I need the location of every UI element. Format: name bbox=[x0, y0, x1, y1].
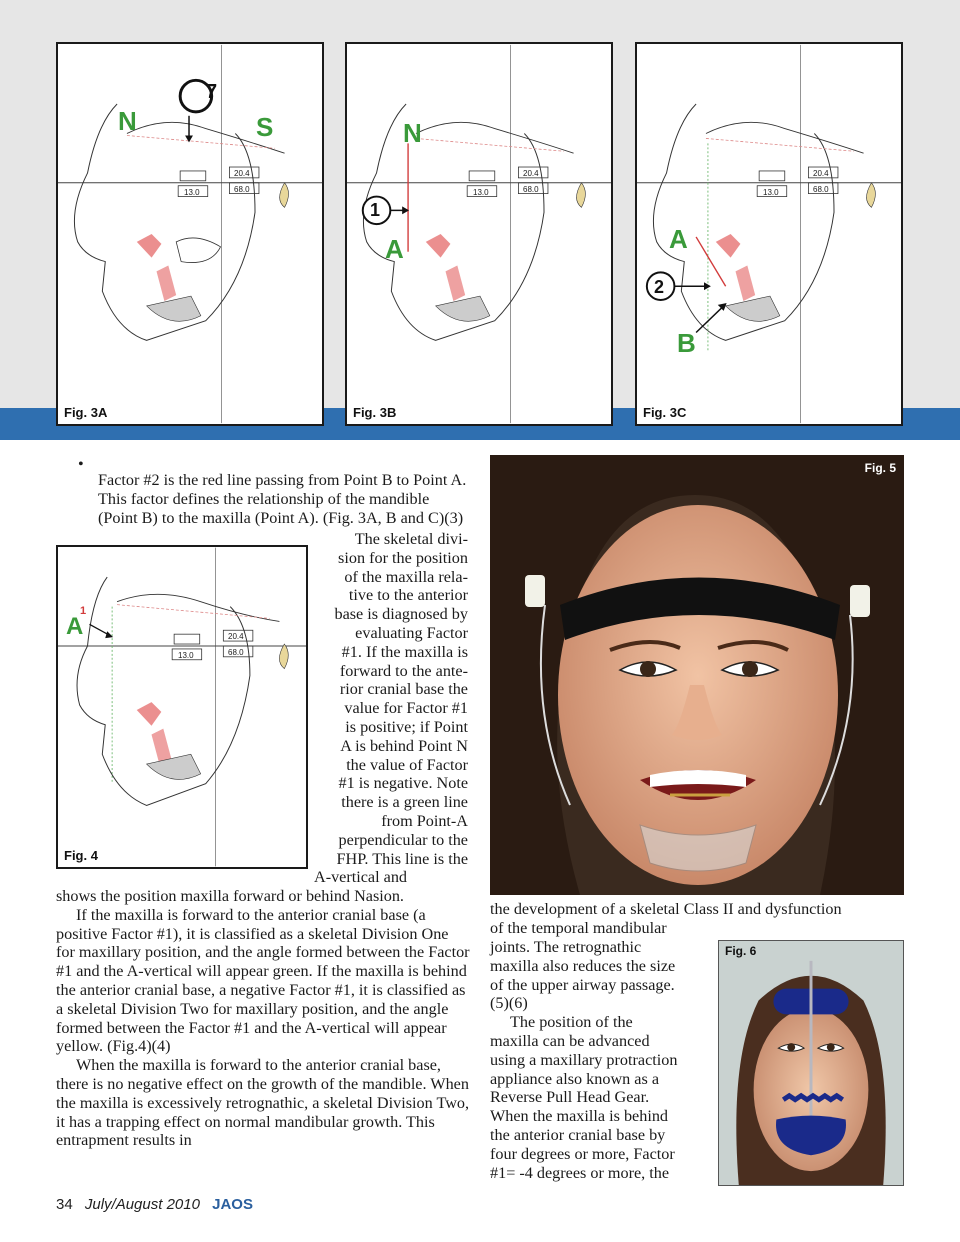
text-line: joints. The retrognathic bbox=[490, 938, 642, 956]
ceph-tracing-3a bbox=[58, 44, 322, 424]
text-line: The skeletal divi- bbox=[354, 530, 468, 548]
point-n-label: N bbox=[403, 118, 422, 148]
page-footer bbox=[56, 1196, 253, 1213]
paragraph: shows the position maxilla forward or behind Nasion. bbox=[56, 887, 404, 905]
narrow-column bbox=[314, 530, 468, 887]
text-line: is positive; if Point bbox=[345, 717, 468, 736]
point-a-subscript: 1 bbox=[80, 605, 87, 617]
paragraph: If the maxilla is forward to the anterior cranial base (a positive Factor #1), it is classified as a skeletal Division One for maxillary position, and the angle formed between the Factor #1 and the A-vertical will appear green. If the maxilla is behind the anterior cranial base, a negative Factor #1, it is classified as a skeletal Division Two for maxillary position, and the angle formed between the Factor #1 and the A-vertical will appear yellow. (Fig.4)(4) bbox=[56, 905, 470, 1056]
box-value: 20.4 bbox=[234, 169, 250, 178]
page-number: 34 bbox=[56, 1196, 73, 1213]
text-line: (5)(6) bbox=[490, 994, 528, 1013]
text-line: evaluating Factor bbox=[355, 623, 468, 642]
figure-label: Fig. 5 bbox=[864, 461, 896, 475]
box-value: 13.0 bbox=[763, 188, 779, 197]
text-line: #1 is negative. Note bbox=[338, 774, 468, 793]
marker-2: 2 bbox=[654, 277, 665, 297]
box-value: 20.4 bbox=[813, 169, 829, 178]
text-line: #1. If the maxilla is bbox=[341, 642, 468, 661]
paragraph: When the maxilla is forward to the anterior cranial base, there is no negative effect on the growth of the mandible. When the maxilla is excessively retrognathic, a skeletal Division Two, it has a trapping effect on normal mandibular growth. This entrapment results in bbox=[56, 1056, 470, 1150]
figure-5-photo bbox=[490, 455, 904, 895]
text-line: perpendicular to the bbox=[338, 830, 468, 849]
text-line: The position of the bbox=[510, 1013, 633, 1032]
text-line: FHP. This line is the bbox=[336, 849, 468, 868]
patient-photo-headgear bbox=[490, 455, 904, 895]
right-column-top-text bbox=[490, 900, 904, 938]
figure-label: Fig. 4 bbox=[64, 848, 98, 863]
box-value: 13.0 bbox=[473, 188, 489, 197]
box-value: 13.0 bbox=[184, 188, 200, 197]
box-value: 13.0 bbox=[178, 651, 194, 660]
box-value: 68.0 bbox=[813, 185, 829, 194]
figure-6-photo bbox=[718, 940, 904, 1186]
text-line: #1= -4 degrees or more, the bbox=[490, 1163, 670, 1182]
right-narrow-text bbox=[490, 938, 712, 1182]
text-line: maxilla also reduces the size bbox=[490, 956, 676, 975]
point-b-label: B bbox=[677, 328, 696, 358]
text-line: using a maxillary protraction bbox=[490, 1050, 678, 1069]
text-line: of the upper airway passage. bbox=[490, 975, 675, 994]
journal-name: JAOS bbox=[212, 1196, 253, 1213]
text-line: of the temporal mandibular bbox=[490, 918, 667, 937]
box-value: 68.0 bbox=[234, 185, 250, 194]
box-value: 20.4 bbox=[228, 632, 244, 641]
text-line: the value of Factor bbox=[346, 755, 468, 774]
figure-label: Fig. 3C bbox=[643, 405, 687, 420]
left-column-text bbox=[56, 887, 470, 1150]
point-a-label: A bbox=[669, 224, 688, 254]
patient-photo-facemask bbox=[719, 941, 903, 1185]
text-line: forward to the ante- bbox=[339, 661, 468, 680]
figure-4 bbox=[56, 545, 308, 869]
figure-label: Fig. 3B bbox=[353, 405, 397, 420]
box-value: 68.0 bbox=[228, 648, 244, 657]
text-line: sion for the position bbox=[338, 548, 468, 567]
box-value: 20.4 bbox=[523, 169, 539, 178]
marker-1: 1 bbox=[370, 200, 381, 220]
marker-7: 7 bbox=[206, 81, 218, 103]
text-line: there is a green line bbox=[341, 793, 468, 812]
text-line: maxilla can be advanced bbox=[490, 1031, 650, 1050]
point-n-label: N bbox=[118, 106, 137, 136]
text-line: A is behind Point N bbox=[340, 736, 468, 755]
text-line: base is diagnosed by bbox=[334, 605, 468, 624]
text-line: four degrees or more, Factor bbox=[490, 1144, 675, 1163]
point-s-label: S bbox=[256, 112, 274, 142]
text-line: A-vertical and bbox=[314, 868, 408, 887]
text-line: rior cranial base the bbox=[339, 680, 468, 699]
text-line: from Point-A bbox=[381, 811, 468, 830]
point-a-label: A bbox=[66, 613, 84, 640]
ceph-tracing-4 bbox=[58, 547, 306, 867]
point-a-label: A bbox=[385, 234, 404, 264]
text-line: Reverse Pull Head Gear. bbox=[490, 1088, 650, 1107]
figure-3b bbox=[345, 42, 613, 426]
bullet-text: Factor #2 is the red line passing from Point B to Point A. This factor defines the relationship of the mandible (Point B) to the maxilla (Point A). (Fig. 3A, B and C)(3) bbox=[98, 471, 467, 527]
text-line: the anterior cranial base by bbox=[490, 1125, 666, 1144]
figure-label: Fig. 3A bbox=[64, 405, 108, 420]
figure-3c bbox=[635, 42, 903, 426]
issue-date: July/August 2010 bbox=[84, 1196, 200, 1213]
text-line: the development of a skeletal Class II and dysfunction bbox=[490, 900, 842, 918]
box-value: 68.0 bbox=[523, 185, 539, 194]
text-line: value for Factor #1 bbox=[344, 699, 468, 718]
text-line: tive to the anterior bbox=[348, 586, 468, 605]
text-line: appliance also known as a bbox=[490, 1069, 660, 1088]
figure-3a bbox=[56, 42, 324, 426]
text-line: of the maxilla rela- bbox=[344, 567, 468, 586]
bullet-dot: • bbox=[78, 455, 84, 473]
text-line: When the maxilla is behind bbox=[490, 1107, 669, 1126]
figure-label: Fig. 6 bbox=[725, 944, 757, 958]
